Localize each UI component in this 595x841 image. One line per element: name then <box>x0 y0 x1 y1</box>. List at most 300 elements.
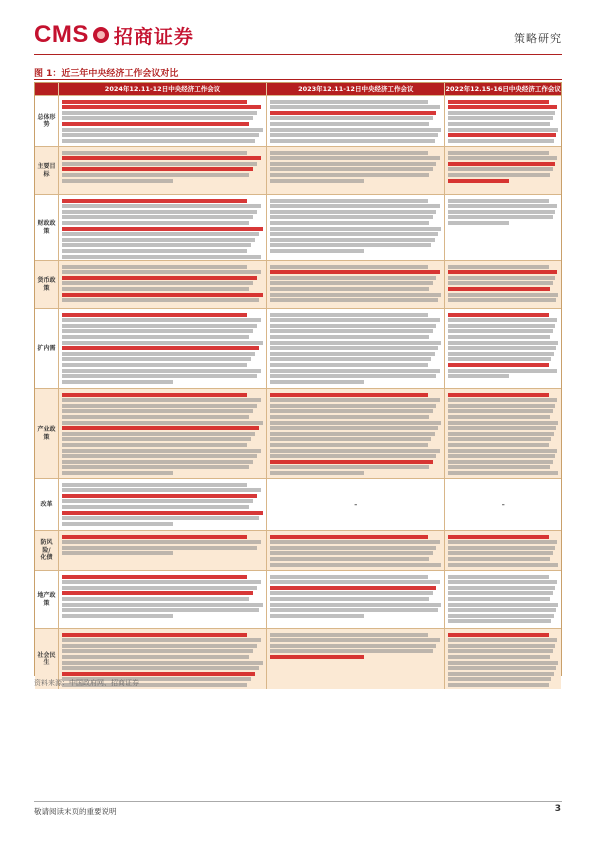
text-line <box>270 293 441 297</box>
text-line <box>62 638 261 642</box>
text-line <box>448 374 508 378</box>
text-line <box>270 210 436 214</box>
text-line <box>270 324 436 328</box>
text-line <box>270 546 436 550</box>
text-line <box>270 608 438 612</box>
text-line <box>448 677 551 681</box>
highlighted-text-line <box>62 199 247 203</box>
text-line <box>448 603 558 607</box>
text-line <box>270 352 434 356</box>
text-line <box>448 398 556 402</box>
text-line <box>448 580 556 584</box>
text-line <box>448 346 555 350</box>
text-line <box>448 352 553 356</box>
text-line <box>448 324 554 328</box>
text-line <box>270 540 440 544</box>
text-line <box>270 449 440 453</box>
text-line <box>62 649 253 653</box>
cell-2024 <box>59 261 267 308</box>
table-row <box>35 388 561 478</box>
table-row <box>35 146 561 194</box>
text-line <box>62 318 261 322</box>
text-line <box>62 232 259 236</box>
text-line <box>270 329 433 333</box>
highlighted-text-line <box>270 535 428 539</box>
text-line <box>62 329 253 333</box>
text-line <box>62 409 253 413</box>
cell-2023 <box>267 96 445 146</box>
text-line <box>270 232 438 236</box>
header-cell-2024: 2024年12.11-12日中央经济工作会议 <box>59 83 267 95</box>
highlighted-text-line <box>448 363 549 367</box>
highlighted-text-line <box>270 655 364 659</box>
text-line <box>448 437 551 441</box>
text-line <box>448 151 549 155</box>
text-line <box>62 586 257 590</box>
row-category-label: 扩内需 <box>35 309 59 388</box>
text-line <box>270 139 434 143</box>
text-line <box>270 398 440 402</box>
text-line <box>448 454 554 458</box>
text-line <box>448 546 554 550</box>
text-line <box>270 454 436 458</box>
text-line <box>448 449 556 453</box>
text-line <box>62 374 257 378</box>
text-line <box>448 265 549 269</box>
text-line <box>62 204 261 208</box>
text-line <box>270 638 440 642</box>
highlighted-text-line <box>62 535 247 539</box>
text-line <box>62 243 251 247</box>
highlighted-text-line <box>62 276 257 280</box>
highlighted-text-line <box>448 270 556 274</box>
cell-2023 <box>267 261 445 308</box>
text-line <box>62 128 263 132</box>
text-line <box>62 255 261 259</box>
text-line <box>62 111 257 115</box>
text-line <box>448 415 550 419</box>
highlighted-text-line <box>448 287 550 291</box>
text-line <box>448 335 550 339</box>
text-line <box>270 443 428 447</box>
highlighted-text-line <box>62 167 253 171</box>
text-line <box>448 666 555 670</box>
text-line <box>448 460 552 464</box>
text-line <box>448 575 549 579</box>
text-line <box>448 608 555 612</box>
text-line <box>62 287 249 291</box>
text-line <box>270 287 429 291</box>
text-line <box>270 167 433 171</box>
text-line <box>448 128 558 132</box>
text-line <box>62 341 263 345</box>
text-line <box>62 488 261 492</box>
text-line <box>62 363 247 367</box>
text-line <box>62 133 259 137</box>
cell-2024 <box>59 479 267 530</box>
text-line <box>448 357 551 361</box>
text-line <box>62 210 257 214</box>
text-line <box>62 505 249 509</box>
text-line <box>448 649 552 653</box>
header-cell-category <box>35 83 59 95</box>
text-line <box>270 633 428 637</box>
text-line <box>270 557 429 561</box>
text-line <box>270 471 364 475</box>
text-line <box>62 499 253 503</box>
page-header <box>34 20 562 60</box>
text-line <box>62 597 249 601</box>
text-line <box>448 167 552 171</box>
text-line <box>448 122 550 126</box>
text-line <box>448 614 553 618</box>
cell-2024 <box>59 147 267 194</box>
text-line <box>448 139 553 143</box>
text-line <box>270 404 436 408</box>
row-category-label: 财政政 策 <box>35 195 59 260</box>
row-category-label: 总体形 势 <box>35 96 59 146</box>
text-line <box>270 100 428 104</box>
text-line <box>62 608 259 612</box>
text-line <box>270 644 436 648</box>
cell-2023 <box>267 389 445 478</box>
table-row <box>35 260 561 308</box>
text-line <box>62 666 259 670</box>
text-line <box>448 156 556 160</box>
highlighted-text-line <box>448 100 549 104</box>
text-line <box>270 281 433 285</box>
text-line <box>62 644 257 648</box>
table-row <box>35 308 561 388</box>
cell-2024 <box>59 571 267 628</box>
text-line <box>448 586 554 590</box>
text-line <box>270 591 433 595</box>
page-number: 3 <box>554 804 561 814</box>
highlighted-text-line <box>62 346 259 350</box>
cell-2022 <box>445 389 561 478</box>
cell-2022 <box>445 571 561 628</box>
highlighted-text-line <box>62 156 261 160</box>
highlighted-text-line <box>62 575 247 579</box>
text-line <box>448 672 553 676</box>
text-line <box>448 281 552 285</box>
text-line <box>62 238 255 242</box>
cell-2024 <box>59 389 267 478</box>
highlighted-text-line <box>62 494 257 498</box>
text-line <box>270 357 431 361</box>
footer-divider <box>34 801 562 802</box>
header-divider <box>34 54 562 55</box>
text-line <box>270 380 364 384</box>
text-line <box>62 415 249 419</box>
header-cell-2023: 2023年12.11-12日中央经济工作会议 <box>267 83 445 95</box>
cell-2024 <box>59 309 267 388</box>
highlighted-text-line <box>62 293 263 297</box>
row-category-label: 产业政 策 <box>35 389 59 478</box>
text-line <box>62 357 251 361</box>
text-line <box>270 318 440 322</box>
highlighted-text-line <box>62 393 247 397</box>
cell-2022 <box>445 531 561 570</box>
text-line <box>270 649 433 653</box>
text-line <box>270 563 441 567</box>
text-line <box>448 221 508 225</box>
text-line <box>270 215 433 219</box>
text-line <box>270 276 436 280</box>
highlighted-text-line <box>448 313 549 317</box>
text-line <box>270 249 364 253</box>
cell-2023 <box>267 309 445 388</box>
row-category-label: 防风险/ 化债 <box>35 531 59 570</box>
text-line <box>62 281 253 285</box>
text-line <box>448 557 550 561</box>
text-line <box>270 597 429 601</box>
highlighted-text-line <box>270 460 433 464</box>
logo-cn: 招商证券 <box>113 25 194 48</box>
cell-2022 <box>445 147 561 194</box>
table-row <box>35 95 561 146</box>
text-line <box>448 638 556 642</box>
highlighted-text-line <box>448 133 555 137</box>
text-line <box>448 551 552 555</box>
highlighted-text-line <box>270 393 428 397</box>
cell-2023 <box>267 571 445 628</box>
text-line <box>62 380 173 384</box>
text-line <box>62 661 263 665</box>
text-line <box>62 352 255 356</box>
text-line <box>448 404 554 408</box>
cell-2022 <box>445 309 561 388</box>
cell-2023 <box>267 629 445 689</box>
text-line <box>62 335 249 339</box>
text-line <box>62 324 257 328</box>
highlighted-text-line <box>62 633 247 637</box>
text-line <box>448 293 558 297</box>
highlighted-text-line <box>62 672 255 676</box>
text-line <box>62 580 261 584</box>
text-line <box>270 227 441 231</box>
text-line <box>448 276 554 280</box>
text-line <box>448 465 550 469</box>
text-line <box>270 437 431 441</box>
table-row <box>35 570 561 628</box>
text-line <box>448 215 552 219</box>
text-line <box>448 591 552 595</box>
text-line <box>448 173 550 177</box>
cell-2022 <box>445 96 561 146</box>
highlighted-text-line <box>448 179 508 183</box>
text-line <box>270 151 428 155</box>
highlighted-text-line <box>62 100 247 104</box>
row-category-label: 货币政 策 <box>35 261 59 308</box>
text-line <box>62 516 259 520</box>
footer-disclaimer: 敬请阅读末页的重要说明 <box>34 807 117 816</box>
text-line <box>448 341 558 345</box>
text-line <box>270 221 429 225</box>
table-row <box>35 478 561 530</box>
row-category-label: 社会民 生 <box>35 629 59 689</box>
text-line <box>270 614 364 618</box>
text-line <box>62 614 173 618</box>
highlighted-text-line <box>448 105 556 109</box>
text-line <box>448 619 551 623</box>
text-line <box>270 341 441 345</box>
text-line <box>448 426 555 430</box>
text-line <box>270 346 438 350</box>
cms-logo <box>34 20 194 50</box>
text-line <box>448 661 558 665</box>
text-line <box>62 249 247 253</box>
text-line <box>270 603 441 607</box>
highlighted-text-line <box>270 111 436 115</box>
text-line <box>448 563 558 567</box>
text-line <box>62 465 249 469</box>
text-line <box>448 298 555 302</box>
text-line <box>270 369 440 373</box>
text-line <box>448 421 558 425</box>
cell-2022 <box>445 629 561 689</box>
text-line <box>270 551 433 555</box>
text-line <box>62 540 261 544</box>
cell-2022 <box>445 261 561 308</box>
text-line <box>448 369 556 373</box>
highlighted-text-line <box>448 633 549 637</box>
text-line <box>270 421 441 425</box>
text-line <box>270 426 438 430</box>
text-line <box>270 313 428 317</box>
text-line <box>448 329 552 333</box>
text-line <box>270 415 429 419</box>
text-line <box>62 398 261 402</box>
text-line <box>270 199 428 203</box>
text-line <box>62 443 247 447</box>
highlighted-text-line <box>448 162 554 166</box>
cell-2023 <box>267 531 445 570</box>
text-line <box>62 215 253 219</box>
text-line <box>62 116 253 120</box>
text-line <box>62 173 249 177</box>
highlighted-text-line <box>62 105 261 109</box>
comparison-table <box>34 82 562 676</box>
text-line <box>270 128 441 132</box>
logo-latin: CMS <box>34 21 89 48</box>
text-line <box>270 298 438 302</box>
cell-2023 <box>267 195 445 260</box>
text-line <box>448 540 556 544</box>
text-line <box>270 156 440 160</box>
cell-2024 <box>59 96 267 146</box>
text-line <box>270 116 433 120</box>
cell-2024 <box>59 195 267 260</box>
cell-2022 <box>445 195 561 260</box>
cell-2023 <box>267 479 445 530</box>
text-line <box>448 432 553 436</box>
text-line <box>448 644 554 648</box>
text-line <box>270 204 440 208</box>
text-line <box>448 111 554 115</box>
text-line <box>270 363 428 367</box>
text-line <box>448 471 558 475</box>
cell-2023 <box>267 147 445 194</box>
text-line <box>62 265 247 269</box>
text-line <box>62 460 253 464</box>
text-line <box>62 546 257 550</box>
text-line <box>62 179 173 183</box>
section-label: 策略研究 <box>514 32 562 45</box>
highlighted-text-line <box>62 591 253 595</box>
text-line <box>448 409 552 413</box>
table-row <box>35 194 561 260</box>
highlighted-text-line <box>448 535 549 539</box>
text-line <box>270 409 433 413</box>
text-line <box>62 369 261 373</box>
text-line <box>62 483 247 487</box>
text-line <box>62 270 261 274</box>
text-line <box>62 298 259 302</box>
text-line <box>62 151 247 155</box>
highlighted-text-line <box>270 270 440 274</box>
text-line <box>270 335 429 339</box>
empty-cell-dash: - <box>354 499 358 510</box>
text-line <box>62 471 173 475</box>
row-category-label: 主要目 标 <box>35 147 59 194</box>
cell-2022 <box>445 479 561 530</box>
highlighted-text-line <box>62 511 263 515</box>
text-line <box>448 116 552 120</box>
text-line <box>270 122 429 126</box>
highlighted-text-line <box>270 586 436 590</box>
highlighted-text-line <box>448 393 549 397</box>
text-line <box>270 105 440 109</box>
text-line <box>448 318 556 322</box>
text-line <box>270 575 428 579</box>
text-line <box>448 210 554 214</box>
empty-cell-dash: - <box>501 499 505 510</box>
text-line <box>270 432 434 436</box>
text-line <box>270 580 440 584</box>
figure-title: 图 1：近三年中央经济工作会议对比 <box>34 66 562 80</box>
table-row <box>35 530 561 570</box>
text-line <box>62 421 263 425</box>
highlighted-text-line <box>62 122 249 126</box>
cell-2024 <box>59 531 267 570</box>
text-line <box>448 204 556 208</box>
text-line <box>270 173 429 177</box>
text-line <box>62 454 257 458</box>
highlighted-text-line <box>62 227 263 231</box>
text-line <box>270 179 364 183</box>
text-line <box>270 162 436 166</box>
row-category-label: 地产政 策 <box>35 571 59 628</box>
highlighted-text-line <box>62 313 247 317</box>
text-line <box>448 683 549 687</box>
text-line <box>270 465 429 469</box>
header-cell-2022: 2022年12.15-16日中央经济工作会议 <box>445 85 561 93</box>
text-line <box>270 243 431 247</box>
text-line <box>62 655 249 659</box>
text-line <box>62 221 249 225</box>
text-line <box>62 162 257 166</box>
text-line <box>62 522 173 526</box>
text-line <box>62 432 255 436</box>
text-line <box>448 597 550 601</box>
text-line <box>270 374 436 378</box>
highlighted-text-line <box>62 426 259 430</box>
logo-badge-icon <box>93 27 109 43</box>
text-line <box>62 437 251 441</box>
text-line <box>448 655 550 659</box>
text-line <box>62 139 255 143</box>
